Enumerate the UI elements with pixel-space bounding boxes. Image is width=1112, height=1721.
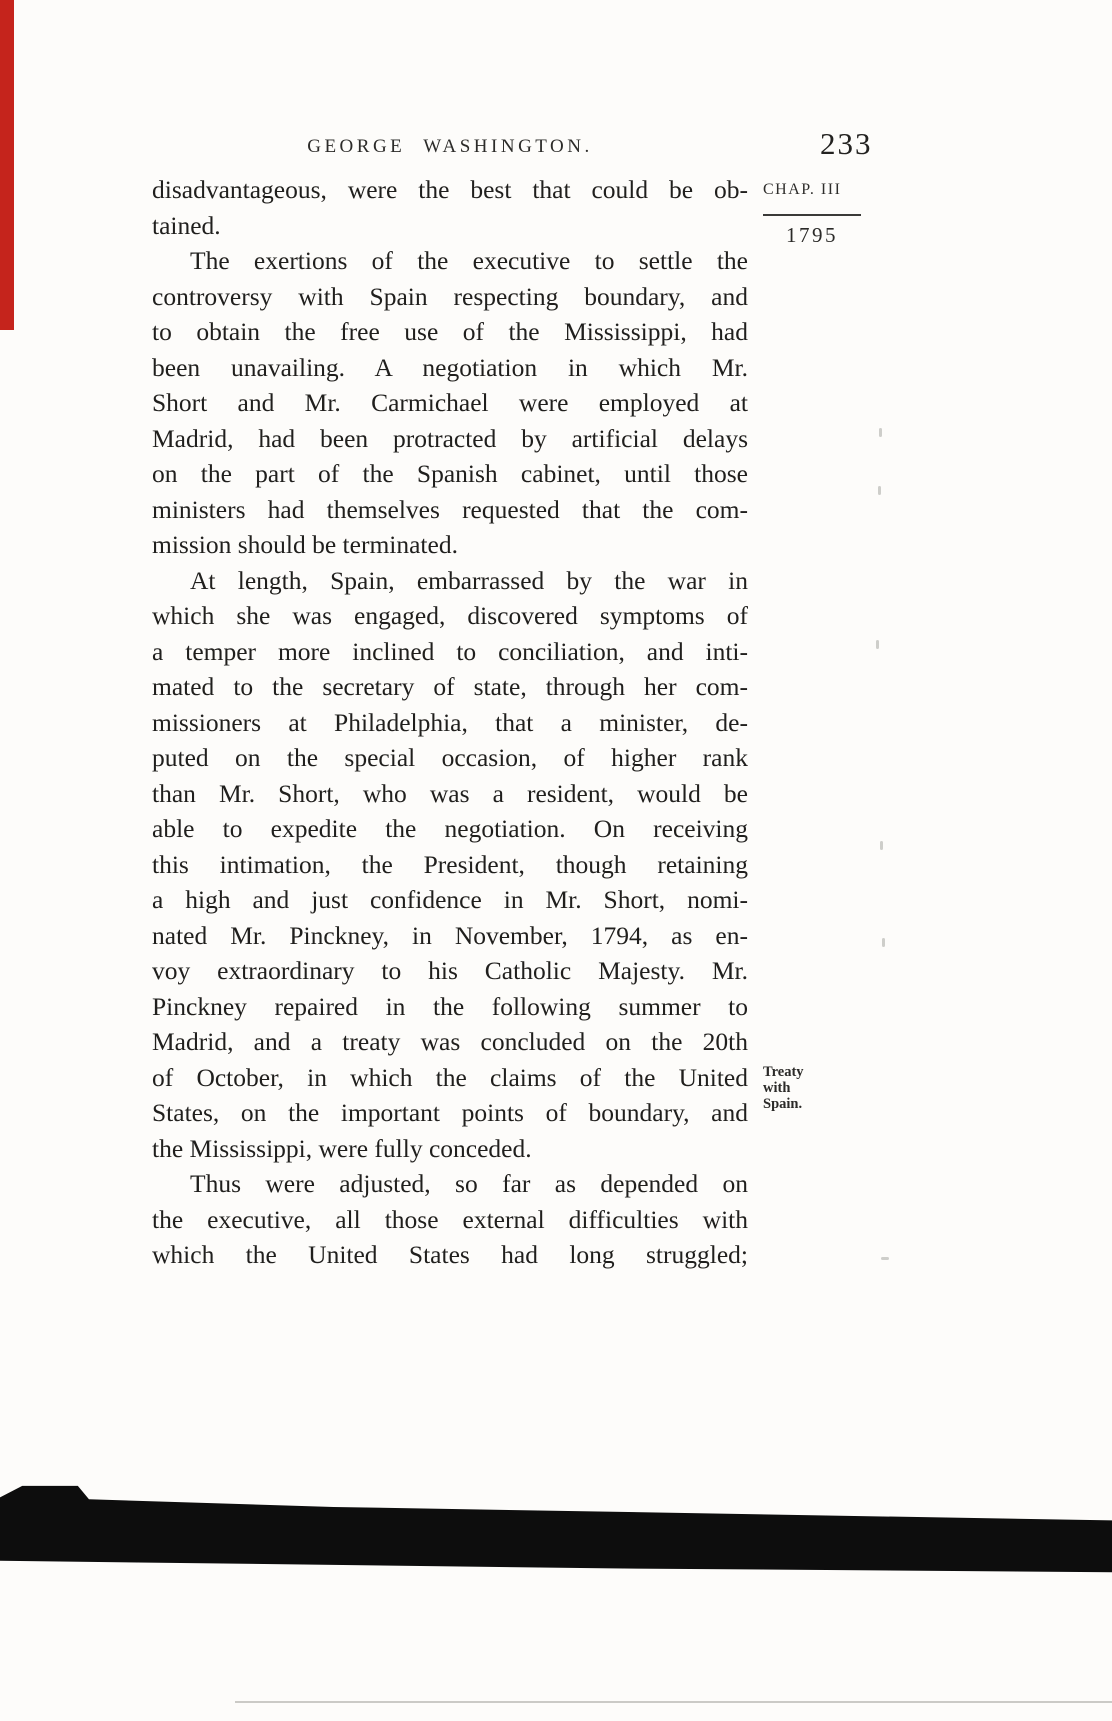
left-margin-red-bar — [0, 0, 14, 330]
scan-speck — [879, 428, 882, 437]
margin-side-note-line: Treaty — [763, 1064, 804, 1080]
scan-speck — [882, 938, 885, 947]
text-line: mission should be terminated. — [152, 530, 458, 559]
text-line: Madrid, and a treaty was concluded on the 20th — [152, 1027, 748, 1056]
text-line: Thus were adjusted, so far as depended on — [190, 1169, 748, 1198]
margin-side-note-line: Spain. — [763, 1096, 803, 1112]
text-line: mated to the secretary of state, through her com- — [152, 672, 748, 701]
text-line: nated Mr. Pinckney, in November, 1794, as en- — [152, 920, 748, 950]
text-line: voy extraordinary to his Catholic Majesty. Mr. — [152, 956, 748, 985]
text-line: which the United States had long struggled; — [152, 1240, 748, 1269]
text-line: tained. — [152, 210, 221, 240]
paragraph — [152, 563, 748, 1167]
paragraph — [152, 1166, 748, 1273]
scan-speck — [876, 640, 879, 649]
page-number: 233 — [820, 126, 873, 161]
margin-side-note-line: with — [763, 1080, 791, 1096]
text-line: to obtain the free use of the Mississippi, had — [152, 317, 748, 346]
text-line: States, on the important points of boundary, and — [152, 1098, 748, 1127]
text-line: a temper more inclined to conciliation, and inti- — [152, 636, 748, 666]
text-line: missioners at Philadelphia, that a minister, de- — [152, 707, 748, 737]
text-line: The exertions of the executive to settle the — [190, 246, 748, 275]
text-line: controversy with Spain respecting boundary, and — [152, 281, 748, 311]
running-header: GEORGE WASHINGTON. — [307, 136, 593, 157]
text-line: Pinckney repaired in the following summer to — [152, 991, 748, 1021]
margin-notes — [763, 181, 863, 248]
text-line: puted on the special occasion, of higher rank — [152, 743, 748, 772]
text-line: the Mississippi, were fully conceded. — [152, 1133, 532, 1163]
scan-speck — [880, 841, 883, 850]
text-line: ministers had themselves requested that the com- — [152, 494, 748, 524]
text-line: able to expedite the negotiation. On receiving — [152, 814, 748, 843]
text-line: a high and just confidence in Mr. Short, nomi- — [152, 885, 748, 914]
text-line: on the part of the Spanish cabinet, until those — [152, 459, 748, 488]
text-line: Short and Mr. Carmichael were employed at — [152, 388, 748, 417]
margin-year: 1795 — [786, 223, 838, 247]
paragraph — [152, 243, 748, 563]
scan-speck — [878, 486, 881, 495]
text-line: Madrid, had been protracted by artificial delays — [152, 423, 748, 453]
text-line: which she was engaged, discovered symptoms of — [152, 601, 748, 630]
text-line: been unavailing. A negotiation in which Mr. — [152, 352, 748, 382]
text-line: of October, in which the claims of the United — [152, 1062, 748, 1092]
margin-chapter-label: CHAP. III — [763, 181, 842, 198]
text-line: disadvantageous, were the best that could be ob- — [152, 175, 748, 204]
page-bottom-edge-line — [235, 1701, 1112, 1703]
paragraph — [152, 172, 748, 243]
bottom-scan-bar — [0, 1482, 1112, 1578]
margin-side-note — [763, 1064, 853, 1112]
page-body — [152, 172, 748, 1273]
text-line: the executive, all those external difficulties with — [152, 1204, 748, 1234]
text-line: than Mr. Short, who was a resident, would be — [152, 778, 748, 808]
scan-speck — [881, 1257, 889, 1260]
text-line: At length, Spain, embarrassed by the war in — [190, 565, 748, 595]
margin-rule — [763, 214, 861, 216]
text-line: this intimation, the President, though retaining — [152, 849, 748, 879]
